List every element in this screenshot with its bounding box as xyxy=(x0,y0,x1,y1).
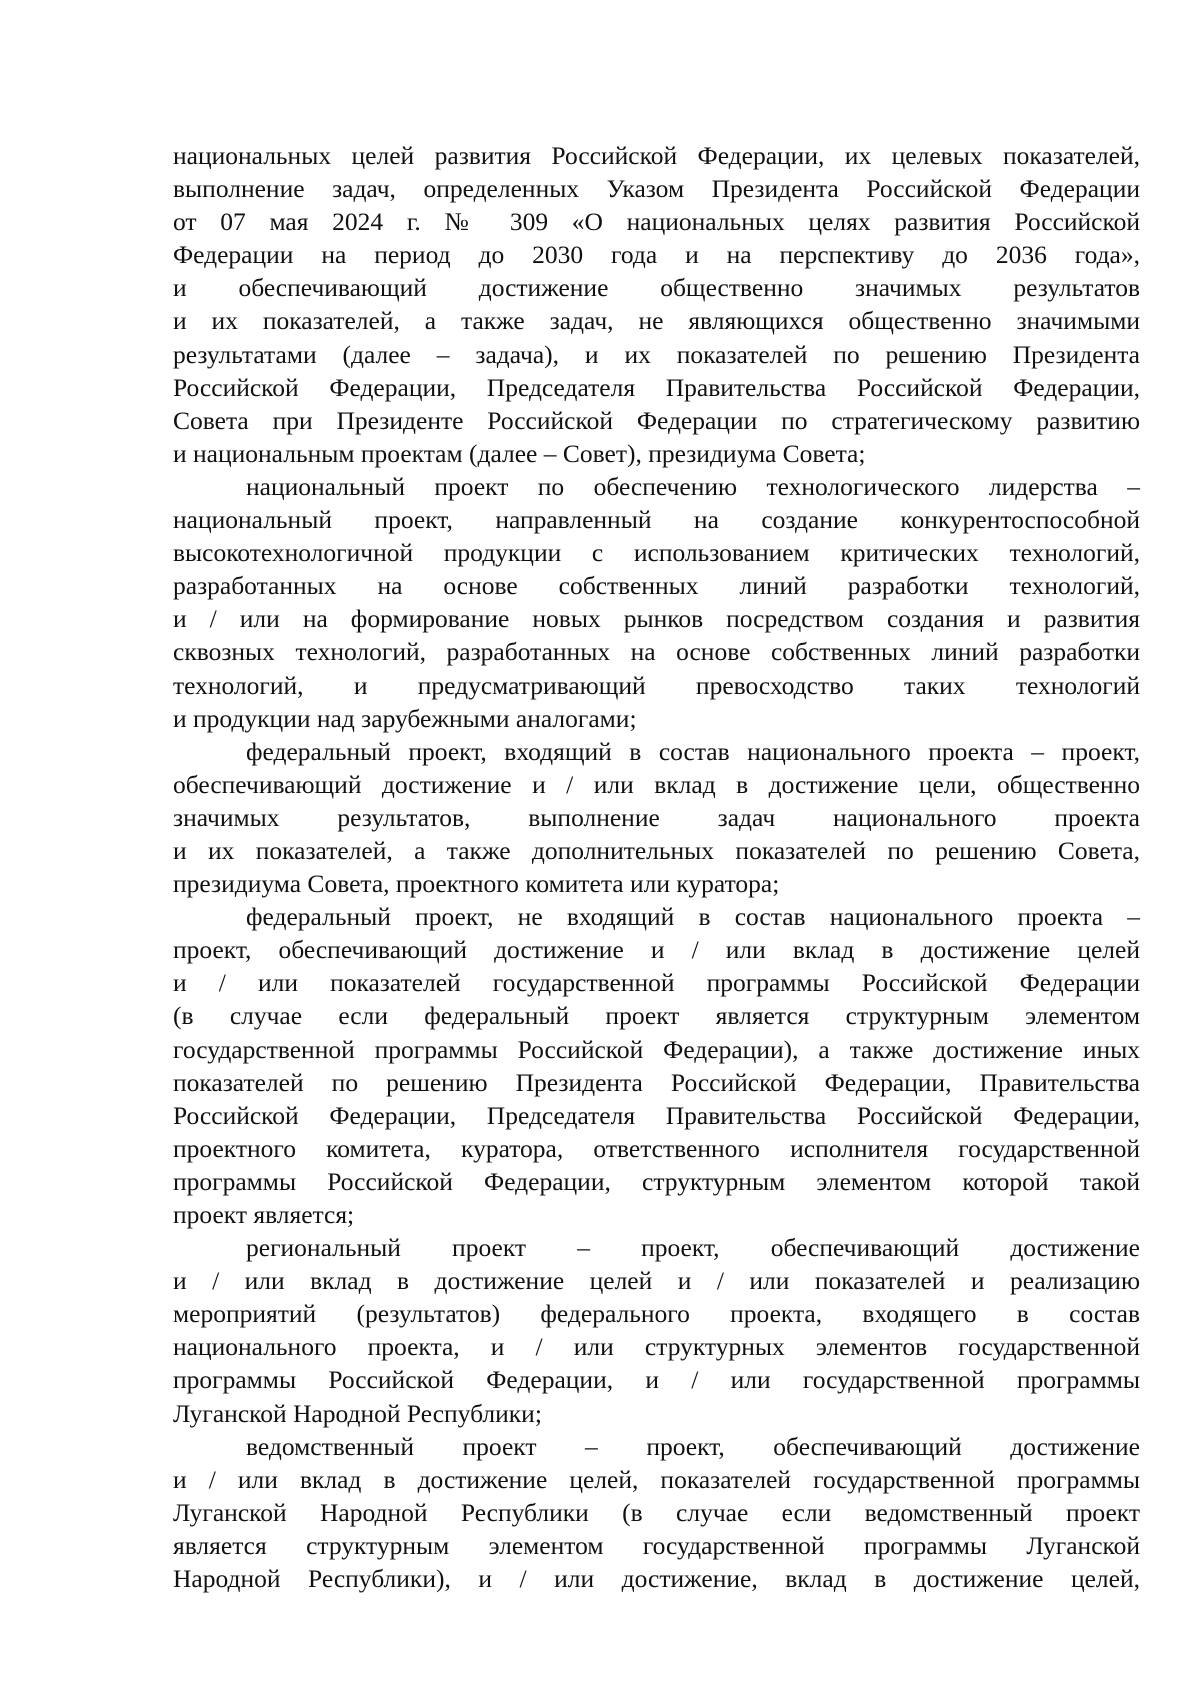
text-line: и их показателей, а также задач, не являющихся общественно значимыми xyxy=(173,306,1140,336)
text-line: и / или вклад в достижение целей, показателей государственной программы xyxy=(173,1464,1140,1494)
text-line: проект, обеспечивающий достижение и / или вклад в достижение целей xyxy=(173,935,1140,965)
text-line: от 07 мая 2024 г. № 309 «О национальных целях развития Российской xyxy=(173,207,1140,237)
paragraph-regional-project xyxy=(173,1231,1140,1430)
text-line: национальных целей развития Российской Федерации, их целевых показателей, xyxy=(173,141,1140,170)
text-line: федеральный проект, входящий в состав национального проекта – проект, xyxy=(246,736,1140,766)
text-line: Федерации на период до 2030 года и на перспективу до 2036 года», xyxy=(173,240,1140,270)
paragraph-departmental-project xyxy=(173,1430,1140,1595)
text-line: Луганской Народной Республики (в случае если ведомственный проект xyxy=(173,1497,1140,1527)
text-line: Народной Республики), и / или достижение, вклад в достижение целей, xyxy=(173,1564,1140,1594)
text-line: программы Российской Федерации, структурным элементом которой такой xyxy=(173,1166,1140,1196)
text-line: президиума Совета, проектного комитета или куратора; xyxy=(173,869,780,899)
text-line: Совета при Президенте Российской Федерации по стратегическому развитию xyxy=(173,405,1140,435)
text-line: проект является; xyxy=(173,1200,355,1229)
paragraph-national-goals-continuation xyxy=(173,139,1140,470)
text-line: и их показателей, а также дополнительных показателей по решению Совета, xyxy=(173,835,1140,865)
text-line: мероприятий (результатов) федерального проекта, входящего в состав xyxy=(173,1299,1140,1329)
text-line: проектного комитета, куратора, ответственного исполнителя государственной xyxy=(173,1133,1140,1163)
paragraph-federal-project-not-in-national xyxy=(173,900,1140,1231)
text-line: федеральный проект, не входящий в состав национального проекта – xyxy=(246,902,1140,932)
text-line: и национальным проектам (далее – Совет), президиума Совета; xyxy=(173,438,866,468)
text-line: и / или на формирование новых рынков посредством создания и развития xyxy=(173,604,1140,634)
text-line: является структурным элементом государственной программы Луганской xyxy=(173,1530,1140,1560)
paragraph-federal-project-in-national xyxy=(173,735,1140,900)
text-line: разработанных на основе собственных линий разработки технологий, xyxy=(173,571,1140,601)
text-line: Российской Федерации, Председателя Правительства Российской Федерации, xyxy=(173,1100,1140,1130)
text-line: национальный проект по обеспечению технологического лидерства – xyxy=(246,471,1140,501)
text-line: высокотехнологичной продукции с использованием критических технологий, xyxy=(173,538,1140,568)
text-line: и продукции над зарубежными аналогами; xyxy=(173,703,637,733)
text-line: национальный проект, направленный на создание конкурентоспособной xyxy=(173,505,1140,535)
text-line: региональный проект – проект, обеспечивающий достижение xyxy=(246,1233,1140,1263)
text-line: Луганской Народной Республики; xyxy=(173,1398,542,1428)
text-line: результатами (далее – задача), и их показателей по решению Президента xyxy=(173,339,1140,369)
text-line: выполнение задач, определенных Указом Президента Российской Федерации xyxy=(173,174,1140,204)
text-line: и / или показателей государственной программы Российской Федерации xyxy=(173,968,1140,998)
text-line: технологий, и предусматривающий превосходство таких технологий xyxy=(173,670,1140,700)
text-line: сквозных технологий, разработанных на основе собственных линий разработки xyxy=(173,637,1140,667)
document-body xyxy=(173,139,1140,1595)
text-line: и / или вклад в достижение целей и / или показателей и реализацию xyxy=(173,1266,1140,1296)
text-line: государственной программы Российской Федерации), а также достижение иных xyxy=(173,1034,1140,1064)
text-line: показателей по решению Президента Российской Федерации, Правительства xyxy=(173,1067,1140,1097)
text-line: национального проекта, и / или структурных элементов государственной xyxy=(173,1332,1140,1362)
text-line: Российской Федерации, Председателя Правительства Российской Федерации, xyxy=(173,372,1140,402)
text-line: программы Российской Федерации, и / или государственной программы xyxy=(173,1365,1140,1395)
text-line: ведомственный проект – проект, обеспечивающий достижение xyxy=(246,1431,1140,1461)
text-line: (в случае если федеральный проект является структурным элементом xyxy=(173,1001,1140,1031)
text-line: обеспечивающий достижение и / или вклад в достижение цели, общественно xyxy=(173,769,1140,799)
paragraph-technology-leadership-project xyxy=(173,470,1140,735)
text-line: и обеспечивающий достижение общественно значимых результатов xyxy=(173,273,1140,303)
text-line: значимых результатов, выполнение задач национального проекта xyxy=(173,802,1140,832)
